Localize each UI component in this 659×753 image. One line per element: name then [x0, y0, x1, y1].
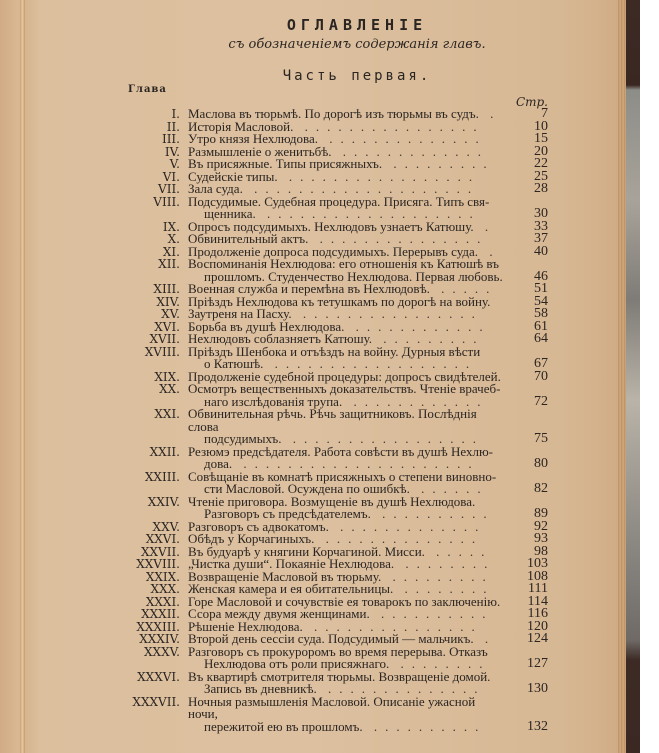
- leader-dots: .: [478, 243, 501, 259]
- leader-dots: ..........: [369, 606, 494, 621]
- page-number: 124: [527, 631, 548, 646]
- leader-dots: ..............: [316, 681, 486, 696]
- chapter-number: XXVII.: [140, 544, 180, 559]
- leader-dots: .................: [277, 168, 481, 184]
- chapter-number: VI.: [162, 169, 180, 184]
- page-gutter: [20, 0, 25, 753]
- chapter-title-text: Рѣшеніе Нехлюдова.: [188, 618, 303, 634]
- page-number: 20: [534, 143, 548, 159]
- chapter-number: XIII.: [153, 282, 180, 296]
- leader-dots: ..........: [362, 718, 487, 734]
- chapter-title: [188, 193, 508, 221]
- leader-dots: .....: [424, 543, 493, 559]
- chapter-title-text: Исторія Масловой.: [188, 118, 294, 134]
- toc-entries: [126, 108, 548, 733]
- page-number: 22: [534, 156, 548, 171]
- chapter-number: XXXIV.: [139, 632, 180, 646]
- page-number: 116: [527, 606, 548, 621]
- leader-dots: .............: [328, 518, 487, 534]
- page-number: 46: [534, 268, 548, 284]
- page-number: 114: [527, 593, 548, 609]
- leader-dots: .................: [281, 431, 484, 446]
- leader-dots: .: [478, 106, 502, 121]
- page-number: 98: [534, 543, 548, 559]
- leader-dots: .: [473, 631, 497, 646]
- chapter-title-text: Обвинительный актъ.: [188, 231, 309, 246]
- chapter-number: XXV.: [152, 519, 180, 534]
- chapter-title-text: Ссора между двумя женщинами.: [188, 606, 370, 621]
- page-number: 10: [534, 118, 548, 134]
- chapter-number: XX.: [159, 382, 180, 396]
- chapter-title-text: Чтеніе приговора. Возмущеніе въ душѣ Нехлюдова.: [188, 493, 476, 509]
- page-number: 7: [541, 106, 548, 121]
- page-number: 40: [534, 243, 548, 259]
- column-headers: [126, 84, 548, 108]
- chapter-title: [188, 443, 508, 471]
- page-number: 89: [534, 506, 548, 521]
- leader-dots: ........: [394, 556, 496, 571]
- chapter-number: XXIV.: [147, 494, 180, 509]
- chapter-title-text: прошломъ. Студенчество Нехлюдова. Первая любовь.: [204, 268, 503, 284]
- chapter-number: XXII.: [149, 444, 180, 459]
- chapter-title-text: Женская камера и ея обитательницы.: [188, 581, 394, 596]
- chapter-title: [188, 643, 508, 671]
- chapter-number: XXXII.: [141, 607, 180, 621]
- page-number: 25: [534, 168, 548, 184]
- chapter-title: [188, 468, 508, 496]
- column-header-page: Стр.: [515, 95, 548, 109]
- chapter-title-text: „Чистка души“. Покаяніе Нехлюдова.: [188, 556, 395, 571]
- toc-entry: [126, 383, 548, 408]
- chapter-title-text: Нехлюдовъ соблазняетъ Катюшу.: [188, 331, 373, 346]
- chapter-title-text: Разговоръ съ предсѣдателемъ.: [204, 506, 371, 521]
- chapter-number: XXXVI.: [137, 669, 180, 684]
- page-edges: [618, 0, 626, 753]
- chapter-number: IV.: [164, 144, 180, 159]
- column-header-chapter: Глава: [128, 84, 167, 95]
- chapter-number: XXX.: [150, 582, 180, 596]
- leader-dots: .....: [429, 281, 498, 296]
- chapter-title-line: [188, 718, 504, 734]
- leader-dots: .........: [382, 156, 495, 171]
- page-number: 54: [534, 293, 548, 309]
- chapter-number: XXXV.: [143, 644, 180, 659]
- toc-entry: [126, 668, 548, 696]
- chapter-number: XVI.: [154, 319, 180, 334]
- chapter-number: XXI.: [154, 407, 180, 421]
- leader-dots: .: [473, 218, 497, 234]
- chapter-title-text: Утро князя Нехлюдова.: [188, 131, 319, 146]
- chapter-title-text: о Катюшѣ.: [204, 356, 264, 371]
- chapter-title: [188, 668, 508, 696]
- page-number: 111: [528, 581, 548, 596]
- chapter-title-text: Размышленіе о женитьбѣ.: [188, 143, 332, 159]
- chapter-title-text: Обвинительная рѣчь. Рѣчь защитниковъ. Послѣднія слова: [188, 406, 477, 434]
- chapter-title: [188, 258, 508, 283]
- page-number: 70: [534, 368, 548, 384]
- leader-dots: ..........: [370, 506, 495, 521]
- page-number: 103: [527, 556, 548, 571]
- page-number: 80: [534, 456, 548, 471]
- table-of-contents: [126, 16, 548, 733]
- chapter-title-text: Осмотръ вещественныхъ доказательствъ. Чтеніе врачеб-: [188, 381, 501, 396]
- leader-dots: ........: [393, 581, 495, 596]
- chapter-title-text: наго изслѣдованія трупа.: [204, 393, 343, 409]
- page-number: 130: [527, 681, 548, 696]
- chapter-number: XXXIII.: [136, 619, 180, 634]
- chapter-title-text: Судейскіе типы.: [188, 168, 278, 184]
- page-number: 37: [534, 231, 548, 246]
- toc-entry: [126, 693, 548, 734]
- chapter-number: III.: [161, 132, 180, 146]
- page-number: 33: [534, 218, 548, 234]
- chapter-number: XVIII.: [144, 344, 180, 359]
- chapter-number: XIX.: [154, 369, 180, 384]
- leader-dots: ...................: [255, 206, 481, 221]
- chapter-title-text: Продолженіе допроса подсудимыхъ. Перерывъ суда.: [188, 243, 479, 259]
- chapter-number: XV.: [161, 307, 180, 321]
- page-number: 67: [534, 356, 548, 371]
- chapter-title-text: Продолженіе судебной процедуры: допросъ свидѣтелей.: [188, 368, 501, 384]
- chapter-title-line: [188, 693, 504, 721]
- page-number: 30: [534, 206, 548, 221]
- page-number: 72: [534, 393, 548, 409]
- leader-dots: ..................: [263, 356, 478, 371]
- chapter-title-text: пережитой ею въ прошломъ.: [204, 718, 363, 734]
- chapter-title-text: Опросъ подсудимыхъ. Нехлюдовъ узнаетъ Катюшу.: [188, 218, 474, 234]
- chapter-title-text: Подсудимые. Судебная процедура. Присяга. Типъ свя-: [188, 193, 490, 209]
- chapter-title-text: Пріѣздъ Шенбока и отъѣздъ на войну. Дурныя вѣсти: [188, 343, 481, 359]
- leader-dots: ............: [342, 393, 489, 409]
- chapter-title-text: Военная служба и перемѣна въ Нехлюдовѣ.: [188, 281, 430, 296]
- toc-entry: [126, 443, 548, 471]
- page-number: 93: [534, 531, 548, 546]
- page-number: 127: [527, 656, 548, 671]
- page-number: 61: [534, 318, 548, 334]
- leader-dots: .........: [381, 568, 494, 584]
- chapter-title-text: Борьба въ душѣ Нехлюдова.: [188, 318, 345, 334]
- page-number: 51: [534, 281, 548, 296]
- chapter-number: XVII.: [149, 332, 180, 346]
- chapter-title-text: Воспоминанія Нехлюдова: его отношенія къ Катюшѣ въ: [188, 256, 499, 271]
- chapter-number: I.: [171, 107, 180, 121]
- toc-entry: [126, 408, 548, 446]
- leader-dots: ................: [291, 306, 483, 321]
- leader-dots: .....................: [232, 456, 480, 471]
- chapter-title-text: Нехлюдова отъ роли присяжнаго.: [204, 656, 390, 671]
- page-title: ОГЛАВЛЕНІЕ: [286, 16, 428, 34]
- leader-dots: ...............: [302, 618, 483, 634]
- page-number: 82: [534, 481, 548, 496]
- chapter-title-text: Пріѣздъ Нехлюдова къ тетушкамъ по дорогѣ на войну.: [188, 293, 491, 309]
- chapter-title-text: Резюмэ предсѣдателя. Работа совѣсти въ душѣ Нехлю-: [188, 443, 494, 459]
- chapter-title-text: щенника.: [204, 206, 256, 221]
- chapter-number: XII.: [158, 257, 180, 271]
- page-number: 58: [534, 306, 548, 321]
- leader-dots: ......: [409, 481, 489, 496]
- chapter-number: X.: [167, 232, 180, 246]
- chapter-number: VII.: [158, 182, 180, 196]
- chapter-number: XI.: [162, 244, 180, 259]
- chapter-title: [188, 343, 508, 371]
- page-subtitle: съ обозначеніемъ содержанія главъ.: [228, 37, 486, 52]
- chapter-title-text: Заутреня на Пасху.: [188, 306, 292, 321]
- toc-entry: [126, 643, 548, 671]
- page-number: 64: [534, 331, 548, 346]
- chapter-title-text: Возвращеніе Масловой въ тюрьму.: [188, 568, 382, 584]
- page-number: 120: [527, 618, 548, 634]
- chapter-number: XXVIII.: [136, 557, 180, 571]
- page-number: 108: [527, 568, 548, 584]
- part-title: Часть первая.: [282, 68, 432, 84]
- page-number: 15: [534, 131, 548, 146]
- chapter-number: XXIX.: [145, 569, 180, 584]
- chapter-title-text: Разговоръ съ прокуроромъ во время перерыва. Отказъ: [188, 643, 488, 659]
- toc-entry: [126, 468, 548, 496]
- toc-entry: [126, 343, 548, 371]
- chapter-number: IX.: [162, 219, 180, 234]
- leader-dots: ................: [293, 118, 485, 134]
- chapter-title-text: Второй день сессіи суда. Подсудимый — мальчикъ.: [188, 631, 474, 646]
- chapter-number: V.: [169, 157, 180, 171]
- page-number: 28: [534, 181, 548, 196]
- chapter-number: VIII.: [153, 194, 180, 209]
- chapter-title-text: Горе Масловой и сочувствіе ея товарокъ по заключенію.: [188, 593, 501, 609]
- leader-dots: ....................: [242, 181, 480, 196]
- chapter-number: XXIII.: [144, 469, 180, 484]
- book-cover-edge: [626, 0, 640, 753]
- chapter-number: XXVI.: [145, 532, 180, 546]
- chapter-number: XXXI.: [145, 594, 180, 609]
- chapter-title-text: Маслова въ тюрьмѣ. По дорогѣ изъ тюрьмы въ судъ.: [188, 106, 479, 121]
- leader-dots: .............: [331, 143, 490, 159]
- leader-dots: ............: [344, 318, 491, 334]
- chapter-title-text: подсудимыхъ.: [204, 431, 282, 446]
- chapter-title-text: Въ квартирѣ смотрителя тюрьмы. Возвращеніе домой.: [188, 668, 491, 684]
- page-number: 132: [527, 718, 548, 734]
- page-number: 92: [534, 518, 548, 534]
- chapter-title-text: Въ присяжные. Типы присяжныхъ.: [188, 156, 383, 171]
- chapter-title-text: Обѣдъ у Корчагиныхъ.: [188, 531, 315, 546]
- leader-dots: ...............: [308, 231, 489, 246]
- leader-dots: ........: [389, 656, 491, 671]
- leader-dots: ..............: [318, 131, 487, 146]
- leader-dots: .........: [372, 331, 485, 346]
- toc-entry: [126, 193, 548, 221]
- chapter-number: XIV.: [156, 294, 180, 309]
- toc-entry: [126, 493, 548, 521]
- toc-entry: [126, 258, 548, 283]
- chapter-title-text: Разговоръ съ адвокатомъ.: [188, 518, 329, 534]
- chapter-title-line: [188, 408, 504, 433]
- chapter-number: XXXVII.: [132, 694, 180, 709]
- chapter-title: [188, 383, 508, 408]
- chapter-title: [188, 408, 508, 446]
- chapter-title-text: Совѣщаніе въ комнатѣ присяжныхъ о степени виновно-: [188, 468, 497, 484]
- chapter-title-text: Ночныя размышленія Масловой. Описаніе ужасной ночи,: [188, 693, 476, 721]
- chapter-title-text: дова.: [204, 456, 233, 471]
- chapter-title-text: Запись въ дневникѣ.: [204, 681, 317, 696]
- chapter-number: II.: [166, 119, 180, 134]
- chapter-title: [188, 493, 508, 521]
- chapter-title-text: Зала суда.: [188, 181, 243, 196]
- chapter-title: [188, 693, 508, 734]
- leader-dots: ..............: [314, 531, 484, 546]
- chapter-title-text: Въ будуарѣ у княгини Корчагиной. Мисси.: [188, 543, 425, 559]
- chapter-title-text: сти Масловой. Осуждена по ошибкѣ.: [204, 481, 410, 496]
- page-number: 75: [534, 431, 548, 446]
